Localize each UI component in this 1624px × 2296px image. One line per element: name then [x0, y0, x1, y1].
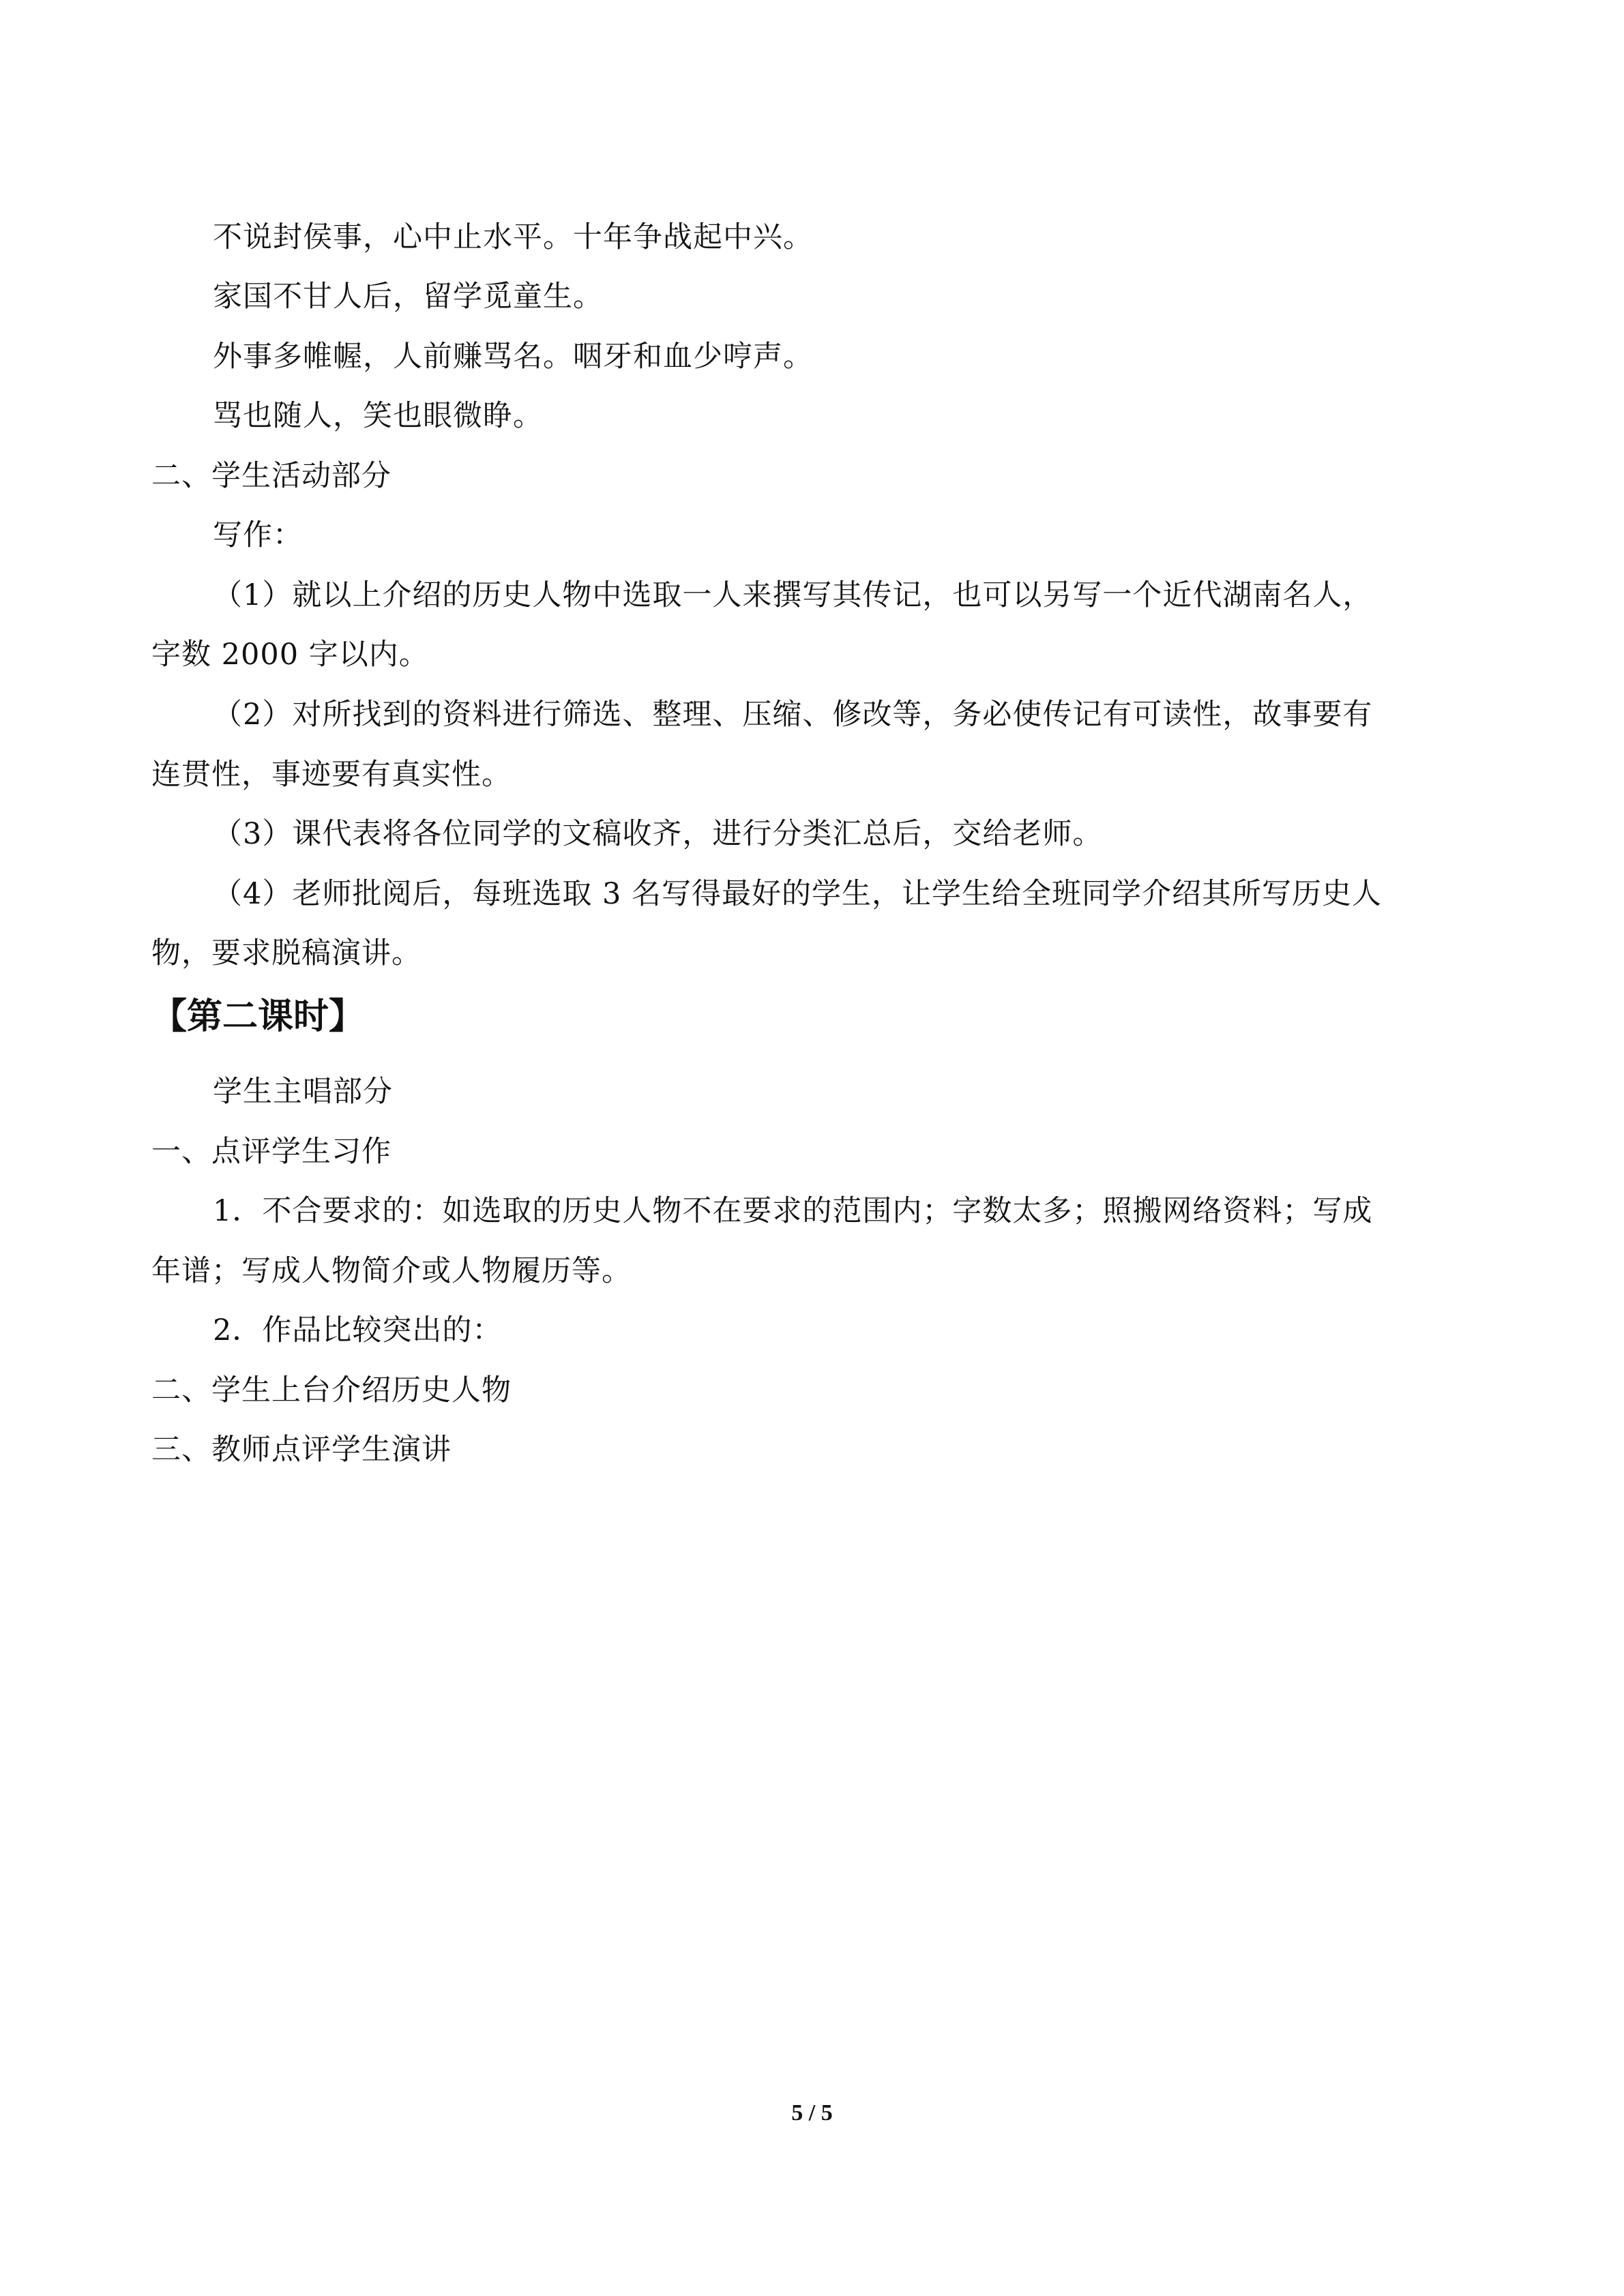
lesson-2-subtitle: 学生主唱部分: [213, 1075, 393, 1109]
task-item-4-line-1: （4）老师批阅后，每班选取 3 名写得最好的学生，让学生给全班同学介绍其所写历史人: [213, 877, 1383, 911]
task-item-2-line-1: （2）对所找到的资料进行筛选、整理、压缩、修改等，务必使传记有可读性，故事要有: [213, 698, 1373, 732]
part-2-title: 二、学生上台介绍历史人物: [151, 1373, 512, 1407]
task-item-3: （3）课代表将各位同学的文稿收齐，进行分类汇总后，交给老师。: [213, 817, 1103, 851]
page-number: 5 / 5: [791, 2100, 833, 2126]
part-3-title: 三、教师点评学生演讲: [151, 1433, 452, 1467]
task-item-2-line-2: 连贯性，事迹要有真实性。: [151, 758, 512, 792]
writing-label: 写作：: [213, 518, 303, 552]
task-item-1-line-2: 字数 2000 字以内。: [151, 638, 429, 672]
task-item-4-line-2: 物，要求脱稿演讲。: [151, 936, 422, 970]
poem-line-3: 外事多帷幄，人前赚骂名。咽牙和血少哼声。: [213, 340, 813, 374]
review-point-2: 2．作品比较突出的：: [213, 1313, 503, 1347]
poem-line-1: 不说封侯事，心中止水平。十年争战起中兴。: [213, 220, 813, 254]
review-point-1-line-2: 年谱；写成人物简介或人物履历等。: [151, 1254, 632, 1288]
lesson-2-heading: 【第二课时】: [151, 996, 365, 1037]
review-point-1-line-1: 1．不合要求的：如选取的历史人物不在要求的范围内；字数太多；照搬网络资料；写成: [213, 1194, 1373, 1228]
section-title-student-activity: 二、学生活动部分: [151, 459, 392, 493]
poem-line-4: 骂也随人，笑也眼微睁。: [213, 399, 543, 433]
task-item-1-line-1: （1）就以上介绍的历史人物中选取一人来撰写其传记，也可以另写一个近代湖南名人，: [213, 578, 1373, 612]
poem-line-2: 家国不甘人后，留学觅童生。: [213, 280, 603, 314]
part-1-title: 一、点评学生习作: [151, 1135, 392, 1169]
